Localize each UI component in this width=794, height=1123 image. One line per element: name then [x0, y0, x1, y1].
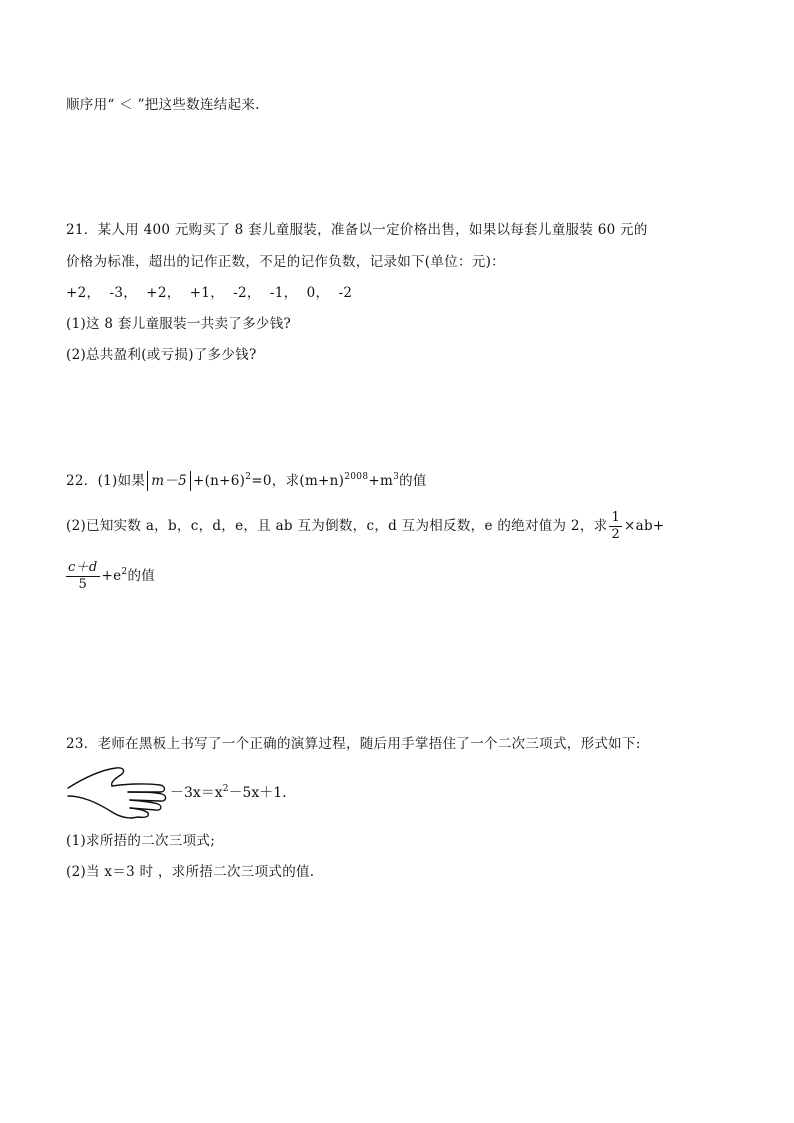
q23-part-1: (1)求所捂的二次三项式;: [66, 833, 216, 849]
q22-exp-3: 3: [393, 472, 400, 482]
q22-part-2-text: (2)已知实数 a，b，c，d，e，且 ab 互为倒数，c，d 互为相反数，e 的绝对值为 2，求: [66, 518, 608, 534]
q21-line-1: 21．某人用 400 元购买了 8 套儿童服装，准备以一定价格出售，如果以每套儿童服装 60 元的: [66, 222, 648, 238]
half-numerator: 1: [611, 510, 621, 525]
q21-part-2: (2)总共盈利(或亏损)了多少钱?: [66, 347, 257, 363]
q22-part-2-tail: ×ab+: [624, 518, 665, 534]
q21-part-1: (1)这 8 套儿童服装一共卖了多少钱?: [66, 316, 292, 332]
q22-mid: +(n+6): [193, 473, 246, 489]
q23-eq-exp: 2: [222, 784, 229, 794]
q22-eq: =0，求(m+n): [251, 473, 345, 489]
q23-eq-part-2: －5x＋1.: [228, 785, 287, 801]
hand-illustration: [66, 762, 170, 822]
intro-text: 顺序用“ ＜ ”把这些数连结起来.: [66, 97, 260, 113]
q22-e-exp: 2: [121, 567, 128, 577]
q21-values: +2， -3， +2， +1， -2， -1， 0， -2: [66, 285, 353, 301]
cd-fraction: [66, 560, 100, 593]
q23-equation: [170, 784, 287, 802]
q22-e-part: +e: [101, 568, 122, 584]
q21-line-2: 价格为标准，超出的记作正数，不足的记作负数，记录如下(单位：元)：: [66, 254, 505, 270]
q22-exp-2: 2: [245, 472, 252, 482]
q22-part-2: [66, 510, 665, 543]
absolute-value-expression: [147, 471, 191, 491]
half-denominator: 2: [611, 527, 621, 542]
q22-part-1: [66, 471, 427, 491]
q22-exp-2008: 2008: [344, 472, 369, 482]
q23-line-1: 23．老师在黑板上书写了一个正确的演算过程，随后用手掌捂住了一个二次三项式，形式如下:: [66, 736, 641, 752]
q22-suffix: 的值: [399, 473, 427, 489]
cd-numerator: c＋d: [68, 560, 98, 575]
q22-part-2-cont: [66, 560, 155, 593]
q23-part-2: (2)当 x＝3 时 ，求所捂二次三项式的值.: [66, 864, 315, 880]
cd-denominator: 5: [78, 577, 88, 592]
half-fraction: [609, 510, 622, 543]
q22-prefix: 22．(1)如果: [66, 473, 146, 489]
q23-eq-part-1: －3x＝x: [170, 785, 223, 801]
q22-e-suffix: 的值: [127, 568, 156, 584]
abs-content: m－5: [151, 473, 187, 489]
q22-plus-m: +m: [368, 473, 394, 489]
